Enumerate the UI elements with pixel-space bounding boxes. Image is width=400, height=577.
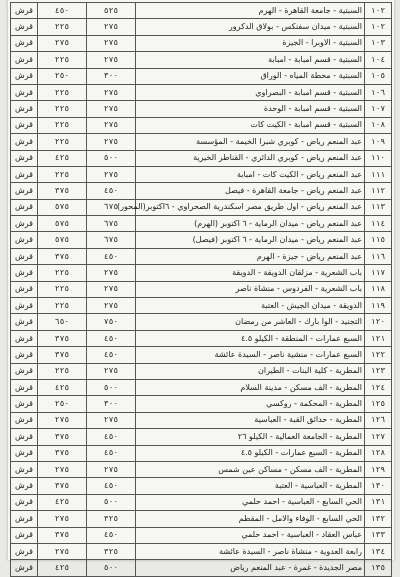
currency-cell: قرش <box>11 232 38 248</box>
line-number-cell: ١٢٧ <box>365 429 392 445</box>
fare-cell: ٢٧٥ <box>87 281 136 297</box>
fare-cell: ٤٥٠ <box>87 478 136 494</box>
fare-cell: ٢٧٥ <box>38 461 87 477</box>
table-row <box>11 429 392 445</box>
line-number-cell: ١٠٤ <box>365 52 392 68</box>
fare-cell: ٢٢٥ <box>38 134 87 150</box>
currency-cell: قرش <box>11 363 38 379</box>
fare-cell: ٢٧٥ <box>87 35 136 51</box>
route-cell: السبتية - قسم امبابة - امبابة <box>136 52 365 68</box>
route-cell: السبتية - محطة المياه - الوراق <box>136 68 365 84</box>
fare-cell: ٢٢٥ <box>38 19 87 35</box>
currency-cell: قرش <box>11 330 38 346</box>
route-cell: المطرية - حدائق القبة - العباسية <box>136 412 365 428</box>
route-cell: المطرية - الف مسكن - مساكن عين شمس <box>136 461 365 477</box>
table-row <box>11 298 392 314</box>
fare-cell: ٥٠٠ <box>87 560 136 576</box>
table-row <box>11 84 392 100</box>
line-number-cell: ١١٩ <box>365 298 392 314</box>
fare-cell: ٣٧٥ <box>38 527 87 543</box>
line-number-cell: ١٣٠ <box>365 478 392 494</box>
route-cell: الحي السابع - الوفاء والامل - المقطم <box>136 511 365 527</box>
line-number-cell: ١٠٧ <box>365 101 392 117</box>
currency-cell: قرش <box>11 35 38 51</box>
currency-cell: قرش <box>11 134 38 150</box>
route-cell: عبد المنعم رياض - ميدان الرماية - ٦ اكتوبر (الهرم) <box>136 216 365 232</box>
fare-cell: ٢٧٥ <box>87 298 136 314</box>
currency-cell: قرش <box>11 166 38 182</box>
table-row <box>11 461 392 477</box>
line-number-cell: ١٠٦ <box>365 84 392 100</box>
line-number-cell: ١١١ <box>365 166 392 182</box>
table-row <box>11 543 392 559</box>
line-number-cell: ١٢١ <box>365 330 392 346</box>
fare-cell: ٥٧٥ <box>38 216 87 232</box>
currency-cell: قرش <box>11 543 38 559</box>
fare-cell: ٣٧٥ <box>38 183 87 199</box>
line-number-cell: ١٠٢ <box>365 3 392 19</box>
line-number-cell: ١٣٥ <box>365 560 392 576</box>
currency-cell: قرش <box>11 511 38 527</box>
line-number-cell: ١١٤ <box>365 216 392 232</box>
fare-cell: ٢٧٥ <box>87 166 136 182</box>
route-cell: عبد المنعم رياض - ميدان الرماية - ٦ اكتوبر (فيصل) <box>136 232 365 248</box>
table-row <box>11 265 392 281</box>
fare-cell: ٣٧٥ <box>38 429 87 445</box>
currency-cell: قرش <box>11 52 38 68</box>
fare-cell: ٢٧٥ <box>87 265 136 281</box>
line-number-cell: ١٣١ <box>365 494 392 510</box>
line-number-cell: ١٢٦ <box>365 412 392 428</box>
route-cell: المطرية - العباسية - العتبة <box>136 478 365 494</box>
currency-cell: قرش <box>11 445 38 461</box>
table-row <box>11 68 392 84</box>
fare-cell: ٤٥٠ <box>87 183 136 199</box>
line-number-cell: ١١٠ <box>365 150 392 166</box>
fare-cell: ٦٧٥ <box>87 232 136 248</box>
fare-cell: ٥٧٥ <box>38 199 87 215</box>
line-number-cell: ١٣٣ <box>365 527 392 543</box>
currency-cell: قرش <box>11 429 38 445</box>
route-cell: السبع عمارات - المنطقة - الكيلو ٤.٥ <box>136 330 365 346</box>
fare-cell: ٤٢٥ <box>38 494 87 510</box>
route-cell: رابعة العدوية - منشاة ناصر - السيدة عائشة <box>136 543 365 559</box>
fare-cell: ٢٧٥ <box>87 101 136 117</box>
line-number-cell: ١٠٣ <box>365 35 392 51</box>
fare-cell: ٢٧٥ <box>87 19 136 35</box>
fare-cell: ٢٧٥ <box>87 134 136 150</box>
table-row <box>11 35 392 51</box>
line-number-cell: ١٢٩ <box>365 461 392 477</box>
currency-cell: قرش <box>11 347 38 363</box>
fare-cell: ٤٥٠ <box>87 248 136 264</box>
route-cell: عبد المنعم رياض - اول طريق مصر اسكندرية الصحراوي - ٦اكتوبر(المحور) <box>136 199 365 215</box>
fare-cell: ٢٧٥ <box>38 543 87 559</box>
line-number-cell: ١١٨ <box>365 281 392 297</box>
fare-cell: ٤٥٠ <box>87 330 136 346</box>
currency-cell: قرش <box>11 298 38 314</box>
fare-cell: ٢٧٥ <box>87 412 136 428</box>
fare-cell: ٤٥٠ <box>87 445 136 461</box>
currency-cell: قرش <box>11 216 38 232</box>
table-row <box>11 445 392 461</box>
line-number-cell: ١١٣ <box>365 199 392 215</box>
table-row <box>11 560 392 576</box>
line-number-cell: ١١٥ <box>365 232 392 248</box>
route-cell: عبد المنعم رياض - جيزة - الهرم <box>136 248 365 264</box>
table-row <box>11 494 392 510</box>
route-cell: التجنيد - الوا بارك - العاشر من رمضان <box>136 314 365 330</box>
table-row <box>11 396 392 412</box>
line-number-cell: ١٣٢ <box>365 511 392 527</box>
line-number-cell: ١٢٥ <box>365 396 392 412</box>
fare-cell: ٢٢٥ <box>38 84 87 100</box>
currency-cell: قرش <box>11 3 38 19</box>
currency-cell: قرش <box>11 101 38 117</box>
fare-cell: ٢٧٥ <box>38 35 87 51</box>
route-cell: عبد المنعم رياض - كوبري شبرا الخيمة - المؤسسة <box>136 134 365 150</box>
fare-cell: ٤٢٥ <box>38 379 87 395</box>
fare-cell: ٤٥٠ <box>87 347 136 363</box>
fare-cell: ٦٧٥ <box>87 216 136 232</box>
line-number-cell: ١١٢ <box>365 183 392 199</box>
route-cell: السبتية - ميدان سفنكس - بولاق الدكرور <box>136 19 365 35</box>
table-row <box>11 379 392 395</box>
table-row <box>11 330 392 346</box>
line-number-cell: ١٣٤ <box>365 543 392 559</box>
route-cell: السبع عمارات - منشية ناصر - السيدة عائشة <box>136 347 365 363</box>
route-cell: السبتية - الاوبرا - الجيزة <box>136 35 365 51</box>
fare-cell: ٤٥٠ <box>87 527 136 543</box>
table-row <box>11 347 392 363</box>
route-cell: عبد المنعم رياض - جامعة القاهرة - فيصل <box>136 183 365 199</box>
currency-cell: قرش <box>11 494 38 510</box>
route-cell: المطرية - المحكمة - روكسي <box>136 396 365 412</box>
currency-cell: قرش <box>11 84 38 100</box>
table-row <box>11 101 392 117</box>
currency-cell: قرش <box>11 150 38 166</box>
currency-cell: قرش <box>11 183 38 199</box>
line-number-cell: ١٢٨ <box>365 445 392 461</box>
table-row <box>11 527 392 543</box>
line-number-cell: ١٢٠ <box>365 314 392 330</box>
fare-cell: ٣٢٥ <box>87 543 136 559</box>
table-row <box>11 117 392 133</box>
fare-table <box>10 2 392 577</box>
fare-cell: ٣٧٥ <box>38 248 87 264</box>
line-number-cell: ١٠٢ <box>365 19 392 35</box>
line-number-cell: ١١٧ <box>365 265 392 281</box>
table-row <box>11 183 392 199</box>
currency-cell: قرش <box>11 461 38 477</box>
fare-cell: ٢٥٠ <box>38 68 87 84</box>
fare-cell: ٢٢٥ <box>38 281 87 297</box>
fare-cell: ٣٠٠ <box>87 68 136 84</box>
line-number-cell: ١٢٤ <box>365 379 392 395</box>
route-cell: عباس العقاد - العباسية - احمد حلمي <box>136 527 365 543</box>
fare-table-body <box>11 3 392 577</box>
line-number-cell: ١٠٥ <box>365 68 392 84</box>
table-row <box>11 134 392 150</box>
table-row <box>11 281 392 297</box>
table-row <box>11 19 392 35</box>
route-cell: عبد المنعم رياض - كوبري الدائري - القناطر الخيرية <box>136 150 365 166</box>
route-cell: الحي السابع - العباسية - احمد حلمي <box>136 494 365 510</box>
table-row <box>11 412 392 428</box>
line-number-cell: ١٠٨ <box>365 117 392 133</box>
route-cell: المطرية - الجامعة العمالية - الكيلو ٢٦ <box>136 429 365 445</box>
table-row <box>11 478 392 494</box>
fare-cell: ٥٢٥ <box>87 3 136 19</box>
fare-cell: ٢٢٥ <box>38 52 87 68</box>
fare-cell: ٢٢٥ <box>38 298 87 314</box>
route-cell: السبتية - قسم امبابة - الوحدة <box>136 101 365 117</box>
currency-cell: قرش <box>11 19 38 35</box>
document-sheet <box>8 0 394 572</box>
currency-cell: قرش <box>11 379 38 395</box>
table-row <box>11 216 392 232</box>
route-cell: السبتية - قسم امبابة - البصراوي <box>136 84 365 100</box>
table-row <box>11 166 392 182</box>
line-number-cell: ١٢٣ <box>365 363 392 379</box>
fare-cell: ٥٠٠ <box>87 150 136 166</box>
fare-cell: ٣٧٥ <box>38 330 87 346</box>
currency-cell: قرش <box>11 314 38 330</box>
table-row <box>11 511 392 527</box>
fare-cell: ٤٢٥ <box>38 560 87 576</box>
route-cell: عبد المنعم رياض - الكيت كات - امبابة <box>136 166 365 182</box>
table-row <box>11 150 392 166</box>
table-row <box>11 248 392 264</box>
fare-cell: ٢٧٥ <box>87 52 136 68</box>
currency-cell: قرش <box>11 68 38 84</box>
fare-cell: ٦٧٥ <box>87 199 136 215</box>
currency-cell: قرش <box>11 281 38 297</box>
table-row <box>11 314 392 330</box>
table-row <box>11 363 392 379</box>
fare-cell: ٢٢٥ <box>38 101 87 117</box>
line-number-cell: ١٠٩ <box>365 134 392 150</box>
fare-cell: ٤٥٠ <box>38 3 87 19</box>
route-cell: باب الشعرية - الفردوس - منشاة ناصر <box>136 281 365 297</box>
currency-cell: قرش <box>11 478 38 494</box>
route-cell: المطرية - الف مسكن - مدينة السلام <box>136 379 365 395</box>
fare-cell: ٢٢٥ <box>38 117 87 133</box>
route-cell: المطرية - السبع عمارات - الكيلو ٤.٥ <box>136 445 365 461</box>
line-number-cell: ١١٦ <box>365 248 392 264</box>
route-cell: المطرية - كلية البنات - الطيران <box>136 363 365 379</box>
table-row <box>11 199 392 215</box>
fare-cell: ٢٢٥ <box>38 363 87 379</box>
currency-cell: قرش <box>11 248 38 264</box>
fare-cell: ٦٥٠ <box>38 314 87 330</box>
currency-cell: قرش <box>11 117 38 133</box>
fare-cell: ٥٠٠ <box>87 494 136 510</box>
fare-cell: ٥٧٥ <box>38 232 87 248</box>
line-number-cell: ١٢٢ <box>365 347 392 363</box>
route-cell: السبتية - جامعة القاهرة - الهرم <box>136 3 365 19</box>
fare-cell: ٢٧٥ <box>87 461 136 477</box>
table-row <box>11 52 392 68</box>
fare-cell: ٤٥٠ <box>87 429 136 445</box>
currency-cell: قرش <box>11 199 38 215</box>
currency-cell: قرش <box>11 560 38 576</box>
fare-cell: ٢٢٥ <box>38 166 87 182</box>
currency-cell: قرش <box>11 527 38 543</box>
route-cell: الدويقة - ميدان الجيش - العتبة <box>136 298 365 314</box>
currency-cell: قرش <box>11 265 38 281</box>
fare-cell: ٣٠٠ <box>87 396 136 412</box>
fare-cell: ٣٧٥ <box>38 478 87 494</box>
table-row <box>11 3 392 19</box>
fare-cell: ٢٧٥ <box>38 511 87 527</box>
route-cell: باب الشعرية - مزلقان الدويقة - الدويقة <box>136 265 365 281</box>
currency-cell: قرش <box>11 412 38 428</box>
fare-cell: ٢٧٥ <box>87 117 136 133</box>
fare-cell: ٣٧٥ <box>38 347 87 363</box>
fare-cell: ٢٥٠ <box>38 396 87 412</box>
fare-cell: ٢٧٥ <box>87 84 136 100</box>
fare-cell: ٥٠٠ <box>87 379 136 395</box>
fare-cell: ٧٥٠ <box>87 314 136 330</box>
fare-cell: ٤٢٥ <box>38 150 87 166</box>
fare-cell: ٣٧٥ <box>38 445 87 461</box>
fare-cell: ٢٧٥ <box>87 363 136 379</box>
currency-cell: قرش <box>11 396 38 412</box>
fare-cell: ٢٧٥ <box>38 412 87 428</box>
fare-cell: ٢٢٥ <box>38 265 87 281</box>
route-cell: السبتية - قسم امبابة - الكيت كات <box>136 117 365 133</box>
fare-cell: ٣٢٥ <box>87 511 136 527</box>
table-row <box>11 232 392 248</box>
route-cell: مصر الجديدة - غمرة - عبد المنعم رياض <box>136 560 365 576</box>
